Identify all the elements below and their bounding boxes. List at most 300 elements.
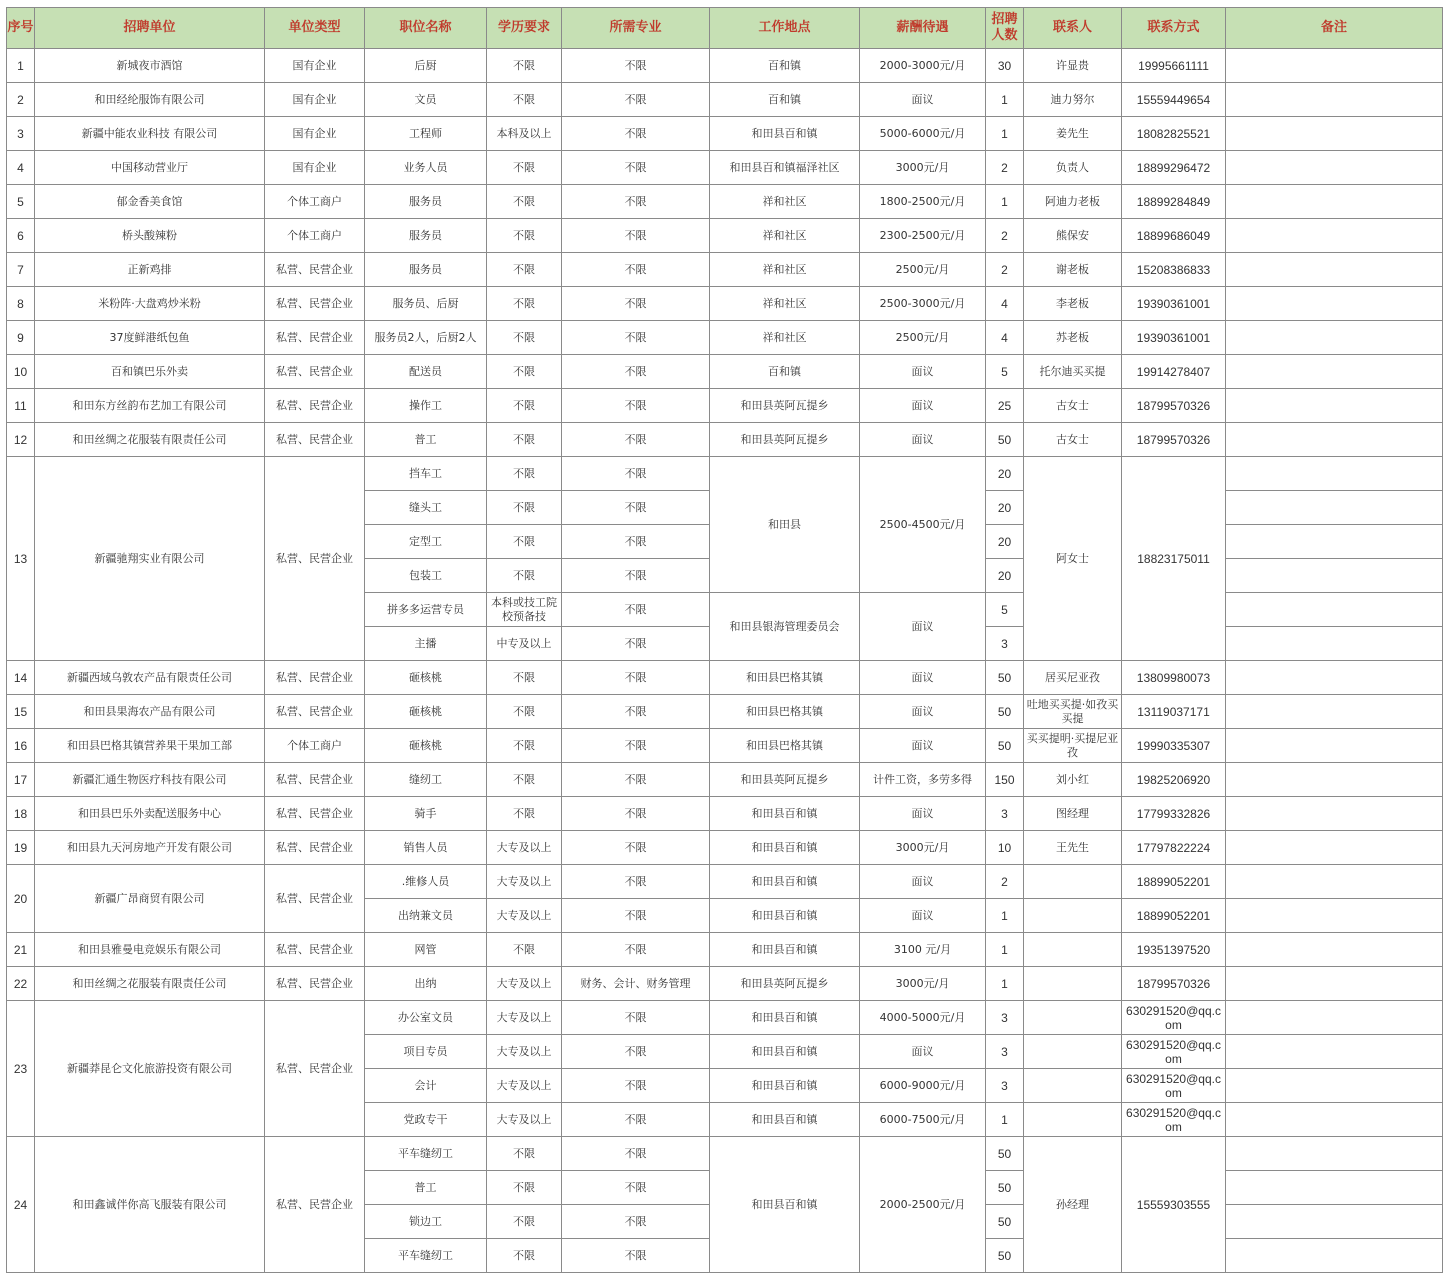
cell-salary[interactable]: 计件工资，多劳多得 bbox=[860, 763, 986, 797]
cell-note[interactable] bbox=[1226, 661, 1443, 695]
cell-unit[interactable]: 新疆中能农业科技 有限公司 bbox=[35, 117, 265, 151]
cell-count[interactable]: 50 bbox=[986, 729, 1024, 763]
cell-seq[interactable]: 14 bbox=[7, 661, 35, 695]
cell-job-title[interactable]: 操作工 bbox=[365, 389, 487, 423]
cell-job-title[interactable]: 普工 bbox=[365, 423, 487, 457]
cell-education[interactable]: 不限 bbox=[487, 797, 562, 831]
cell-contact[interactable]: 买买提明·买提尼亚孜 bbox=[1024, 729, 1122, 763]
cell-location[interactable]: 百和镇 bbox=[710, 83, 860, 117]
cell-education[interactable]: 不限 bbox=[487, 457, 562, 491]
cell-salary[interactable]: 3000元/月 bbox=[860, 151, 986, 185]
cell-major[interactable]: 不限 bbox=[562, 117, 710, 151]
cell-location[interactable]: 和田县银海管理委员会 bbox=[710, 593, 860, 661]
cell-contact[interactable]: 迪力努尔 bbox=[1024, 83, 1122, 117]
cell-phone[interactable]: 18899296472 bbox=[1122, 151, 1226, 185]
cell-location[interactable]: 和田县英阿瓦提乡 bbox=[710, 967, 860, 1001]
cell-education[interactable]: 不限 bbox=[487, 1137, 562, 1171]
cell-major[interactable]: 不限 bbox=[562, 355, 710, 389]
cell-count[interactable]: 30 bbox=[986, 49, 1024, 83]
cell-unit-type[interactable]: 国有企业 bbox=[265, 151, 365, 185]
cell-note[interactable] bbox=[1226, 525, 1443, 559]
cell-education[interactable]: 不限 bbox=[487, 559, 562, 593]
cell-salary[interactable]: 面议 bbox=[860, 729, 986, 763]
cell-job-title[interactable]: 拼多多运营专员 bbox=[365, 593, 487, 627]
cell-seq[interactable]: 5 bbox=[7, 185, 35, 219]
cell-phone[interactable]: 18082825521 bbox=[1122, 117, 1226, 151]
cell-seq[interactable]: 1 bbox=[7, 49, 35, 83]
cell-phone[interactable]: 17799332826 bbox=[1122, 797, 1226, 831]
cell-phone[interactable]: 13809980073 bbox=[1122, 661, 1226, 695]
cell-job-title[interactable]: 主播 bbox=[365, 627, 487, 661]
cell-count[interactable]: 20 bbox=[986, 559, 1024, 593]
cell-education[interactable]: 不限 bbox=[487, 1239, 562, 1273]
cell-salary[interactable]: 6000-7500元/月 bbox=[860, 1103, 986, 1137]
cell-count[interactable]: 50 bbox=[986, 695, 1024, 729]
cell-contact[interactable]: 姜先生 bbox=[1024, 117, 1122, 151]
cell-count[interactable]: 4 bbox=[986, 287, 1024, 321]
cell-major[interactable]: 不限 bbox=[562, 627, 710, 661]
cell-contact[interactable]: 许显贵 bbox=[1024, 49, 1122, 83]
cell-seq[interactable]: 16 bbox=[7, 729, 35, 763]
cell-location[interactable]: 和田县百和镇福泽社区 bbox=[710, 151, 860, 185]
cell-salary[interactable]: 5000-6000元/月 bbox=[860, 117, 986, 151]
cell-contact[interactable] bbox=[1024, 933, 1122, 967]
cell-salary[interactable]: 2000-3000元/月 bbox=[860, 49, 986, 83]
cell-count[interactable]: 150 bbox=[986, 763, 1024, 797]
cell-job-title[interactable]: 销售人员 bbox=[365, 831, 487, 865]
cell-note[interactable] bbox=[1226, 83, 1443, 117]
cell-phone[interactable]: 630291520@qq.com bbox=[1122, 1035, 1226, 1069]
cell-count[interactable]: 1 bbox=[986, 117, 1024, 151]
cell-unit-type[interactable]: 私营、民营企业 bbox=[265, 287, 365, 321]
cell-location[interactable]: 和田县百和镇 bbox=[710, 865, 860, 899]
cell-unit-type[interactable]: 私营、民营企业 bbox=[265, 695, 365, 729]
cell-unit-type[interactable]: 私营、民营企业 bbox=[265, 355, 365, 389]
cell-contact[interactable]: 古女士 bbox=[1024, 389, 1122, 423]
cell-education[interactable]: 不限 bbox=[487, 763, 562, 797]
cell-unit-type[interactable]: 私营、民营企业 bbox=[265, 1137, 365, 1273]
cell-unit-type[interactable]: 私营、民营企业 bbox=[265, 423, 365, 457]
cell-note[interactable] bbox=[1226, 933, 1443, 967]
cell-contact[interactable] bbox=[1024, 1069, 1122, 1103]
cell-major[interactable]: 不限 bbox=[562, 49, 710, 83]
cell-note[interactable] bbox=[1226, 1171, 1443, 1205]
cell-salary[interactable]: 面议 bbox=[860, 695, 986, 729]
cell-contact[interactable]: 阿迪力老板 bbox=[1024, 185, 1122, 219]
header-seq[interactable]: 序号 bbox=[7, 8, 35, 49]
header-job-title[interactable]: 职位名称 bbox=[365, 8, 487, 49]
cell-unit-type[interactable]: 国有企业 bbox=[265, 117, 365, 151]
cell-count[interactable]: 25 bbox=[986, 389, 1024, 423]
cell-note[interactable] bbox=[1226, 763, 1443, 797]
cell-education[interactable]: 不限 bbox=[487, 49, 562, 83]
cell-note[interactable] bbox=[1226, 151, 1443, 185]
cell-major[interactable]: 不限 bbox=[562, 389, 710, 423]
cell-count[interactable]: 20 bbox=[986, 525, 1024, 559]
cell-major[interactable]: 不限 bbox=[562, 831, 710, 865]
cell-count[interactable]: 50 bbox=[986, 1205, 1024, 1239]
cell-unit-type[interactable]: 私营、民营企业 bbox=[265, 865, 365, 933]
cell-count[interactable]: 3 bbox=[986, 1069, 1024, 1103]
cell-note[interactable] bbox=[1226, 49, 1443, 83]
cell-major[interactable]: 不限 bbox=[562, 1103, 710, 1137]
cell-contact[interactable]: 负责人 bbox=[1024, 151, 1122, 185]
cell-salary[interactable]: 2500元/月 bbox=[860, 321, 986, 355]
header-phone[interactable]: 联系方式 bbox=[1122, 8, 1226, 49]
cell-education[interactable]: 大专及以上 bbox=[487, 899, 562, 933]
cell-unit[interactable]: 和田县雅曼电竞娱乐有限公司 bbox=[35, 933, 265, 967]
cell-note[interactable] bbox=[1226, 457, 1443, 491]
cell-note[interactable] bbox=[1226, 1001, 1443, 1035]
cell-major[interactable]: 不限 bbox=[562, 253, 710, 287]
cell-education[interactable]: 不限 bbox=[487, 151, 562, 185]
cell-note[interactable] bbox=[1226, 559, 1443, 593]
cell-major[interactable]: 不限 bbox=[562, 185, 710, 219]
cell-note[interactable] bbox=[1226, 423, 1443, 457]
cell-note[interactable] bbox=[1226, 287, 1443, 321]
cell-unit-type[interactable]: 私营、民营企业 bbox=[265, 661, 365, 695]
cell-note[interactable] bbox=[1226, 831, 1443, 865]
cell-unit[interactable]: 和田丝绸之花服装有限责任公司 bbox=[35, 967, 265, 1001]
cell-location[interactable]: 和田县百和镇 bbox=[710, 1035, 860, 1069]
header-contact[interactable]: 联系人 bbox=[1024, 8, 1122, 49]
cell-major[interactable]: 不限 bbox=[562, 219, 710, 253]
header-major[interactable]: 所需专业 bbox=[562, 8, 710, 49]
cell-count[interactable]: 1 bbox=[986, 933, 1024, 967]
cell-education[interactable]: 本科或技工院校预备技 bbox=[487, 593, 562, 627]
header-salary[interactable]: 薪酬待遇 bbox=[860, 8, 986, 49]
cell-major[interactable]: 不限 bbox=[562, 695, 710, 729]
cell-salary[interactable]: 面议 bbox=[860, 423, 986, 457]
cell-phone[interactable]: 19990335307 bbox=[1122, 729, 1226, 763]
cell-location[interactable]: 和田县英阿瓦提乡 bbox=[710, 423, 860, 457]
cell-unit-type[interactable]: 私营、民营企业 bbox=[265, 1001, 365, 1137]
cell-unit-type[interactable]: 私营、民营企业 bbox=[265, 831, 365, 865]
cell-major[interactable]: 不限 bbox=[562, 1239, 710, 1273]
cell-unit[interactable]: 百和镇巴乐外卖 bbox=[35, 355, 265, 389]
header-unit[interactable]: 招聘单位 bbox=[35, 8, 265, 49]
cell-major[interactable]: 不限 bbox=[562, 83, 710, 117]
cell-job-title[interactable]: 出纳 bbox=[365, 967, 487, 1001]
cell-seq[interactable]: 18 bbox=[7, 797, 35, 831]
cell-salary[interactable]: 2500-4500元/月 bbox=[860, 457, 986, 593]
cell-phone[interactable]: 17797822224 bbox=[1122, 831, 1226, 865]
cell-job-title[interactable]: 配送员 bbox=[365, 355, 487, 389]
cell-seq[interactable]: 4 bbox=[7, 151, 35, 185]
cell-education[interactable]: 大专及以上 bbox=[487, 865, 562, 899]
cell-count[interactable]: 20 bbox=[986, 491, 1024, 525]
cell-phone[interactable]: 19914278407 bbox=[1122, 355, 1226, 389]
cell-job-title[interactable]: 缝头工 bbox=[365, 491, 487, 525]
cell-education[interactable]: 中专及以上 bbox=[487, 627, 562, 661]
cell-count[interactable]: 1 bbox=[986, 83, 1024, 117]
cell-unit[interactable]: 新疆汇通生物医疗科技有限公司 bbox=[35, 763, 265, 797]
cell-count[interactable]: 2 bbox=[986, 151, 1024, 185]
cell-salary[interactable]: 面议 bbox=[860, 355, 986, 389]
cell-job-title[interactable]: 服务员 bbox=[365, 185, 487, 219]
cell-location[interactable]: 和田县百和镇 bbox=[710, 831, 860, 865]
cell-job-title[interactable]: 砸核桃 bbox=[365, 661, 487, 695]
cell-salary[interactable]: 2500-3000元/月 bbox=[860, 287, 986, 321]
cell-job-title[interactable]: 包装工 bbox=[365, 559, 487, 593]
cell-note[interactable] bbox=[1226, 117, 1443, 151]
cell-job-title[interactable]: 文员 bbox=[365, 83, 487, 117]
cell-note[interactable] bbox=[1226, 1137, 1443, 1171]
cell-unit[interactable]: 和田东方丝韵布艺加工有限公司 bbox=[35, 389, 265, 423]
cell-major[interactable]: 不限 bbox=[562, 593, 710, 627]
cell-job-title[interactable]: 出纳兼文员 bbox=[365, 899, 487, 933]
cell-phone[interactable]: 15559303555 bbox=[1122, 1137, 1226, 1273]
cell-unit[interactable]: 正新鸡排 bbox=[35, 253, 265, 287]
cell-unit-type[interactable]: 私营、民营企业 bbox=[265, 389, 365, 423]
cell-unit[interactable]: 和田丝绸之花服装有限责任公司 bbox=[35, 423, 265, 457]
cell-phone[interactable]: 18799570326 bbox=[1122, 389, 1226, 423]
cell-job-title[interactable]: 定型工 bbox=[365, 525, 487, 559]
cell-education[interactable]: 不限 bbox=[487, 491, 562, 525]
cell-education[interactable]: 大专及以上 bbox=[487, 967, 562, 1001]
cell-education[interactable]: 不限 bbox=[487, 661, 562, 695]
cell-job-title[interactable]: 业务人员 bbox=[365, 151, 487, 185]
cell-major[interactable]: 不限 bbox=[562, 287, 710, 321]
cell-job-title[interactable]: 服务员 bbox=[365, 219, 487, 253]
cell-location[interactable]: 和田县百和镇 bbox=[710, 933, 860, 967]
cell-location[interactable]: 和田县百和镇 bbox=[710, 1137, 860, 1273]
cell-unit[interactable]: 和田县九天河房地产开发有限公司 bbox=[35, 831, 265, 865]
cell-contact[interactable]: 托尔迪买买提 bbox=[1024, 355, 1122, 389]
cell-salary[interactable]: 面议 bbox=[860, 389, 986, 423]
cell-education[interactable]: 不限 bbox=[487, 1205, 562, 1239]
cell-job-title[interactable]: 服务员、后厨 bbox=[365, 287, 487, 321]
cell-unit[interactable]: 中国移动营业厅 bbox=[35, 151, 265, 185]
header-count[interactable]: 招聘人数 bbox=[986, 8, 1024, 49]
cell-education[interactable]: 不限 bbox=[487, 423, 562, 457]
cell-unit-type[interactable]: 个体工商户 bbox=[265, 219, 365, 253]
cell-education[interactable]: 不限 bbox=[487, 83, 562, 117]
cell-contact[interactable]: 熊保安 bbox=[1024, 219, 1122, 253]
cell-contact[interactable] bbox=[1024, 1035, 1122, 1069]
cell-location[interactable]: 和田县英阿瓦提乡 bbox=[710, 763, 860, 797]
cell-count[interactable]: 50 bbox=[986, 1171, 1024, 1205]
cell-note[interactable] bbox=[1226, 389, 1443, 423]
cell-count[interactable]: 3 bbox=[986, 627, 1024, 661]
cell-contact[interactable]: 苏老板 bbox=[1024, 321, 1122, 355]
cell-count[interactable]: 10 bbox=[986, 831, 1024, 865]
cell-major[interactable]: 不限 bbox=[562, 1171, 710, 1205]
cell-note[interactable] bbox=[1226, 593, 1443, 627]
cell-major[interactable]: 不限 bbox=[562, 151, 710, 185]
cell-contact[interactable] bbox=[1024, 1103, 1122, 1137]
cell-phone[interactable]: 18899686049 bbox=[1122, 219, 1226, 253]
cell-unit[interactable]: 新疆广昂商贸有限公司 bbox=[35, 865, 265, 933]
cell-unit-type[interactable]: 国有企业 bbox=[265, 83, 365, 117]
cell-major[interactable]: 不限 bbox=[562, 763, 710, 797]
cell-seq[interactable]: 24 bbox=[7, 1137, 35, 1273]
cell-job-title[interactable]: 网管 bbox=[365, 933, 487, 967]
cell-major[interactable]: 不限 bbox=[562, 899, 710, 933]
cell-salary[interactable]: 面议 bbox=[860, 899, 986, 933]
cell-count[interactable]: 4 bbox=[986, 321, 1024, 355]
cell-location[interactable]: 和田县百和镇 bbox=[710, 1001, 860, 1035]
cell-seq[interactable]: 9 bbox=[7, 321, 35, 355]
cell-count[interactable]: 1 bbox=[986, 185, 1024, 219]
cell-unit-type[interactable]: 私营、民营企业 bbox=[265, 797, 365, 831]
cell-salary[interactable]: 4000-5000元/月 bbox=[860, 1001, 986, 1035]
cell-job-title[interactable]: 普工 bbox=[365, 1171, 487, 1205]
cell-location[interactable]: 和田县百和镇 bbox=[710, 899, 860, 933]
cell-location[interactable]: 祥和社区 bbox=[710, 185, 860, 219]
cell-job-title[interactable]: 服务员2人，后厨2人 bbox=[365, 321, 487, 355]
cell-location[interactable]: 祥和社区 bbox=[710, 253, 860, 287]
cell-unit[interactable]: 和田县巴乐外卖配送服务中心 bbox=[35, 797, 265, 831]
cell-location[interactable]: 百和镇 bbox=[710, 355, 860, 389]
cell-phone[interactable]: 15559449654 bbox=[1122, 83, 1226, 117]
cell-education[interactable]: 不限 bbox=[487, 287, 562, 321]
cell-unit[interactable]: 和田鑫诚伴你高飞服装有限公司 bbox=[35, 1137, 265, 1273]
cell-location[interactable]: 百和镇 bbox=[710, 49, 860, 83]
cell-phone[interactable]: 630291520@qq.com bbox=[1122, 1001, 1226, 1035]
cell-salary[interactable]: 面议 bbox=[860, 1035, 986, 1069]
cell-job-title[interactable]: 锁边工 bbox=[365, 1205, 487, 1239]
cell-note[interactable] bbox=[1226, 1035, 1443, 1069]
cell-note[interactable] bbox=[1226, 967, 1443, 1001]
cell-phone[interactable]: 13119037171 bbox=[1122, 695, 1226, 729]
cell-salary[interactable]: 面议 bbox=[860, 593, 986, 661]
cell-unit-type[interactable]: 国有企业 bbox=[265, 49, 365, 83]
cell-major[interactable]: 不限 bbox=[562, 559, 710, 593]
cell-education[interactable]: 不限 bbox=[487, 695, 562, 729]
cell-seq[interactable]: 17 bbox=[7, 763, 35, 797]
cell-major[interactable]: 不限 bbox=[562, 321, 710, 355]
cell-job-title[interactable]: 党政专干 bbox=[365, 1103, 487, 1137]
cell-phone[interactable]: 18899052201 bbox=[1122, 899, 1226, 933]
cell-major[interactable]: 不限 bbox=[562, 1035, 710, 1069]
header-note[interactable]: 备注 bbox=[1226, 8, 1443, 49]
cell-major[interactable]: 财务、会计、财务管理 bbox=[562, 967, 710, 1001]
cell-salary[interactable]: 2500元/月 bbox=[860, 253, 986, 287]
cell-seq[interactable]: 22 bbox=[7, 967, 35, 1001]
cell-salary[interactable]: 面议 bbox=[860, 661, 986, 695]
cell-location[interactable]: 祥和社区 bbox=[710, 321, 860, 355]
cell-job-title[interactable]: 挡车工 bbox=[365, 457, 487, 491]
cell-education[interactable]: 不限 bbox=[487, 729, 562, 763]
cell-major[interactable]: 不限 bbox=[562, 1205, 710, 1239]
cell-count[interactable]: 1 bbox=[986, 899, 1024, 933]
cell-phone[interactable]: 19995661111 bbox=[1122, 49, 1226, 83]
cell-count[interactable]: 50 bbox=[986, 661, 1024, 695]
cell-seq[interactable]: 3 bbox=[7, 117, 35, 151]
cell-unit[interactable]: 桥头酸辣粉 bbox=[35, 219, 265, 253]
cell-job-title[interactable]: 平车缝纫工 bbox=[365, 1137, 487, 1171]
cell-seq[interactable]: 13 bbox=[7, 457, 35, 661]
cell-salary[interactable]: 2000-2500元/月 bbox=[860, 1137, 986, 1273]
cell-education[interactable]: 大专及以上 bbox=[487, 1103, 562, 1137]
cell-job-title[interactable]: 会计 bbox=[365, 1069, 487, 1103]
cell-salary[interactable]: 面议 bbox=[860, 797, 986, 831]
cell-note[interactable] bbox=[1226, 1103, 1443, 1137]
header-location[interactable]: 工作地点 bbox=[710, 8, 860, 49]
cell-phone[interactable]: 15208386833 bbox=[1122, 253, 1226, 287]
cell-note[interactable] bbox=[1226, 797, 1443, 831]
cell-major[interactable]: 不限 bbox=[562, 661, 710, 695]
cell-major[interactable]: 不限 bbox=[562, 423, 710, 457]
cell-location[interactable]: 和田县百和镇 bbox=[710, 117, 860, 151]
cell-education[interactable]: 大专及以上 bbox=[487, 1035, 562, 1069]
cell-unit-type[interactable]: 私营、民营企业 bbox=[265, 967, 365, 1001]
cell-count[interactable]: 3 bbox=[986, 1001, 1024, 1035]
cell-phone[interactable]: 19390361001 bbox=[1122, 287, 1226, 321]
cell-phone[interactable]: 18823175011 bbox=[1122, 457, 1226, 661]
cell-job-title[interactable]: 项目专员 bbox=[365, 1035, 487, 1069]
cell-note[interactable] bbox=[1226, 253, 1443, 287]
cell-major[interactable]: 不限 bbox=[562, 491, 710, 525]
cell-note[interactable] bbox=[1226, 695, 1443, 729]
cell-seq[interactable]: 19 bbox=[7, 831, 35, 865]
cell-contact[interactable]: 谢老板 bbox=[1024, 253, 1122, 287]
cell-seq[interactable]: 11 bbox=[7, 389, 35, 423]
cell-note[interactable] bbox=[1226, 1205, 1443, 1239]
cell-education[interactable]: 不限 bbox=[487, 389, 562, 423]
cell-unit-type[interactable]: 私营、民营企业 bbox=[265, 933, 365, 967]
cell-seq[interactable]: 12 bbox=[7, 423, 35, 457]
cell-count[interactable]: 3 bbox=[986, 797, 1024, 831]
cell-contact[interactable] bbox=[1024, 899, 1122, 933]
cell-education[interactable]: 本科及以上 bbox=[487, 117, 562, 151]
cell-count[interactable]: 5 bbox=[986, 593, 1024, 627]
cell-unit-type[interactable]: 个体工商户 bbox=[265, 185, 365, 219]
cell-location[interactable]: 和田县英阿瓦提乡 bbox=[710, 389, 860, 423]
cell-note[interactable] bbox=[1226, 491, 1443, 525]
cell-major[interactable]: 不限 bbox=[562, 933, 710, 967]
cell-job-title[interactable]: 工程师 bbox=[365, 117, 487, 151]
cell-count[interactable]: 2 bbox=[986, 865, 1024, 899]
cell-contact[interactable]: 孙经理 bbox=[1024, 1137, 1122, 1273]
cell-salary[interactable]: 1800-2500元/月 bbox=[860, 185, 986, 219]
cell-contact[interactable]: 居买尼亚孜 bbox=[1024, 661, 1122, 695]
cell-unit[interactable]: 新疆西域乌敦农产品有限责任公司 bbox=[35, 661, 265, 695]
cell-note[interactable] bbox=[1226, 321, 1443, 355]
cell-job-title[interactable]: 平车缝纫工 bbox=[365, 1239, 487, 1273]
cell-job-title[interactable]: 骑手 bbox=[365, 797, 487, 831]
cell-education[interactable]: 不限 bbox=[487, 355, 562, 389]
cell-note[interactable] bbox=[1226, 355, 1443, 389]
cell-job-title[interactable]: 砸核桃 bbox=[365, 695, 487, 729]
cell-contact[interactable]: 王先生 bbox=[1024, 831, 1122, 865]
cell-job-title[interactable]: 后厨 bbox=[365, 49, 487, 83]
cell-note[interactable] bbox=[1226, 1239, 1443, 1273]
cell-unit[interactable]: 新疆莽昆仑文化旅游投资有限公司 bbox=[35, 1001, 265, 1137]
cell-job-title[interactable]: 办公室文员 bbox=[365, 1001, 487, 1035]
cell-education[interactable]: 不限 bbox=[487, 525, 562, 559]
cell-unit[interactable]: 37度鲜港纸包鱼 bbox=[35, 321, 265, 355]
cell-education[interactable]: 不限 bbox=[487, 219, 562, 253]
cell-unit-type[interactable]: 个体工商户 bbox=[265, 729, 365, 763]
cell-major[interactable]: 不限 bbox=[562, 797, 710, 831]
cell-phone[interactable]: 19825206920 bbox=[1122, 763, 1226, 797]
cell-location[interactable]: 和田县巴格其镇 bbox=[710, 661, 860, 695]
cell-education[interactable]: 不限 bbox=[487, 1171, 562, 1205]
cell-location[interactable]: 祥和社区 bbox=[710, 287, 860, 321]
cell-count[interactable]: 1 bbox=[986, 967, 1024, 1001]
cell-contact[interactable]: 李老板 bbox=[1024, 287, 1122, 321]
cell-education[interactable]: 不限 bbox=[487, 933, 562, 967]
cell-education[interactable]: 不限 bbox=[487, 185, 562, 219]
cell-unit[interactable]: 和田县果海农产品有限公司 bbox=[35, 695, 265, 729]
cell-unit-type[interactable]: 私营、民营企业 bbox=[265, 321, 365, 355]
cell-note[interactable] bbox=[1226, 627, 1443, 661]
cell-location[interactable]: 和田县百和镇 bbox=[710, 1069, 860, 1103]
cell-phone[interactable]: 18899052201 bbox=[1122, 865, 1226, 899]
cell-count[interactable]: 50 bbox=[986, 1137, 1024, 1171]
